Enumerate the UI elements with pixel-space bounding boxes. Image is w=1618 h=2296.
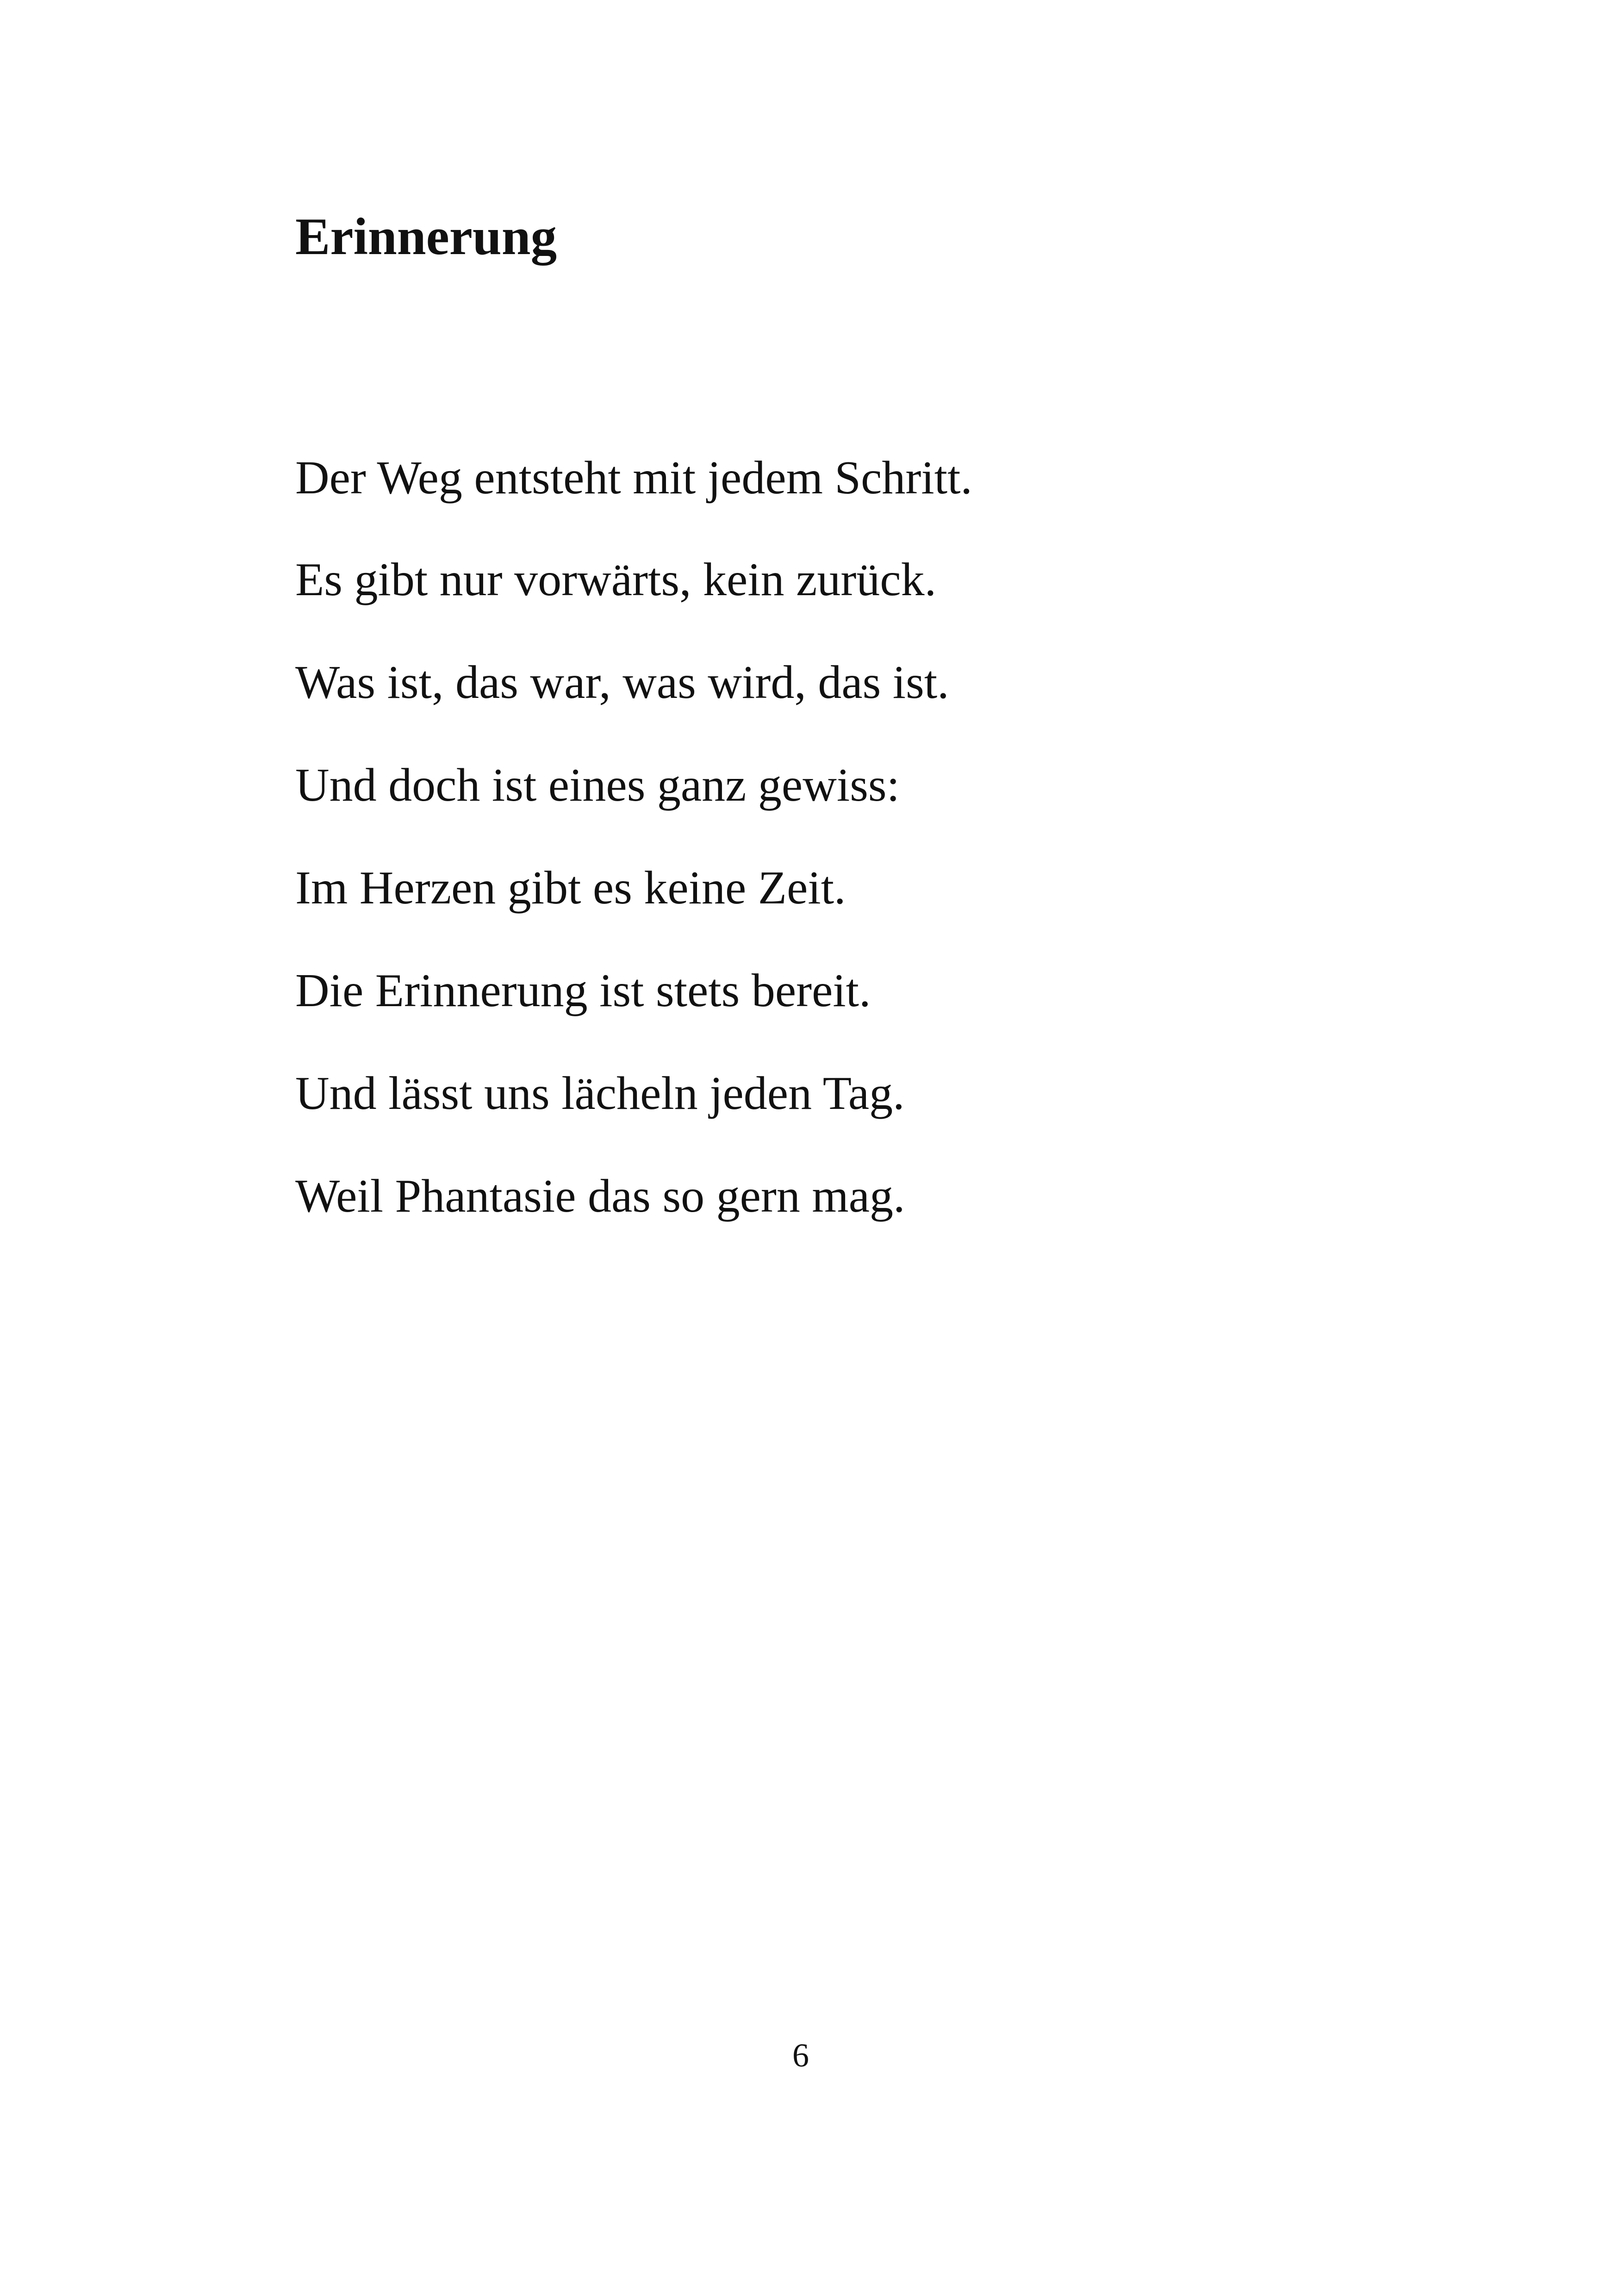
poem-line: Weil Phantasie das so gern mag. [295,1170,905,1222]
poem-line: Und doch ist eines ganz gewiss: [295,759,900,811]
poem-line: Was ist, das war, was wird, das ist. [295,656,949,709]
poem-line: Im Herzen gibt es keine Zeit. [295,862,846,914]
poem-line: Der Weg entsteht mit jedem Schritt. [295,452,972,504]
poem-line: Es gibt nur vorwärts, kein zurück. [295,554,937,606]
poem-line: Die Erinnerung ist stets bereit. [295,964,871,1017]
page-number: 6 [792,2037,809,2074]
poem-line: Und lässt uns lächeln jeden Tag. [295,1067,905,1120]
poem-title: Erinnerung [295,208,557,266]
